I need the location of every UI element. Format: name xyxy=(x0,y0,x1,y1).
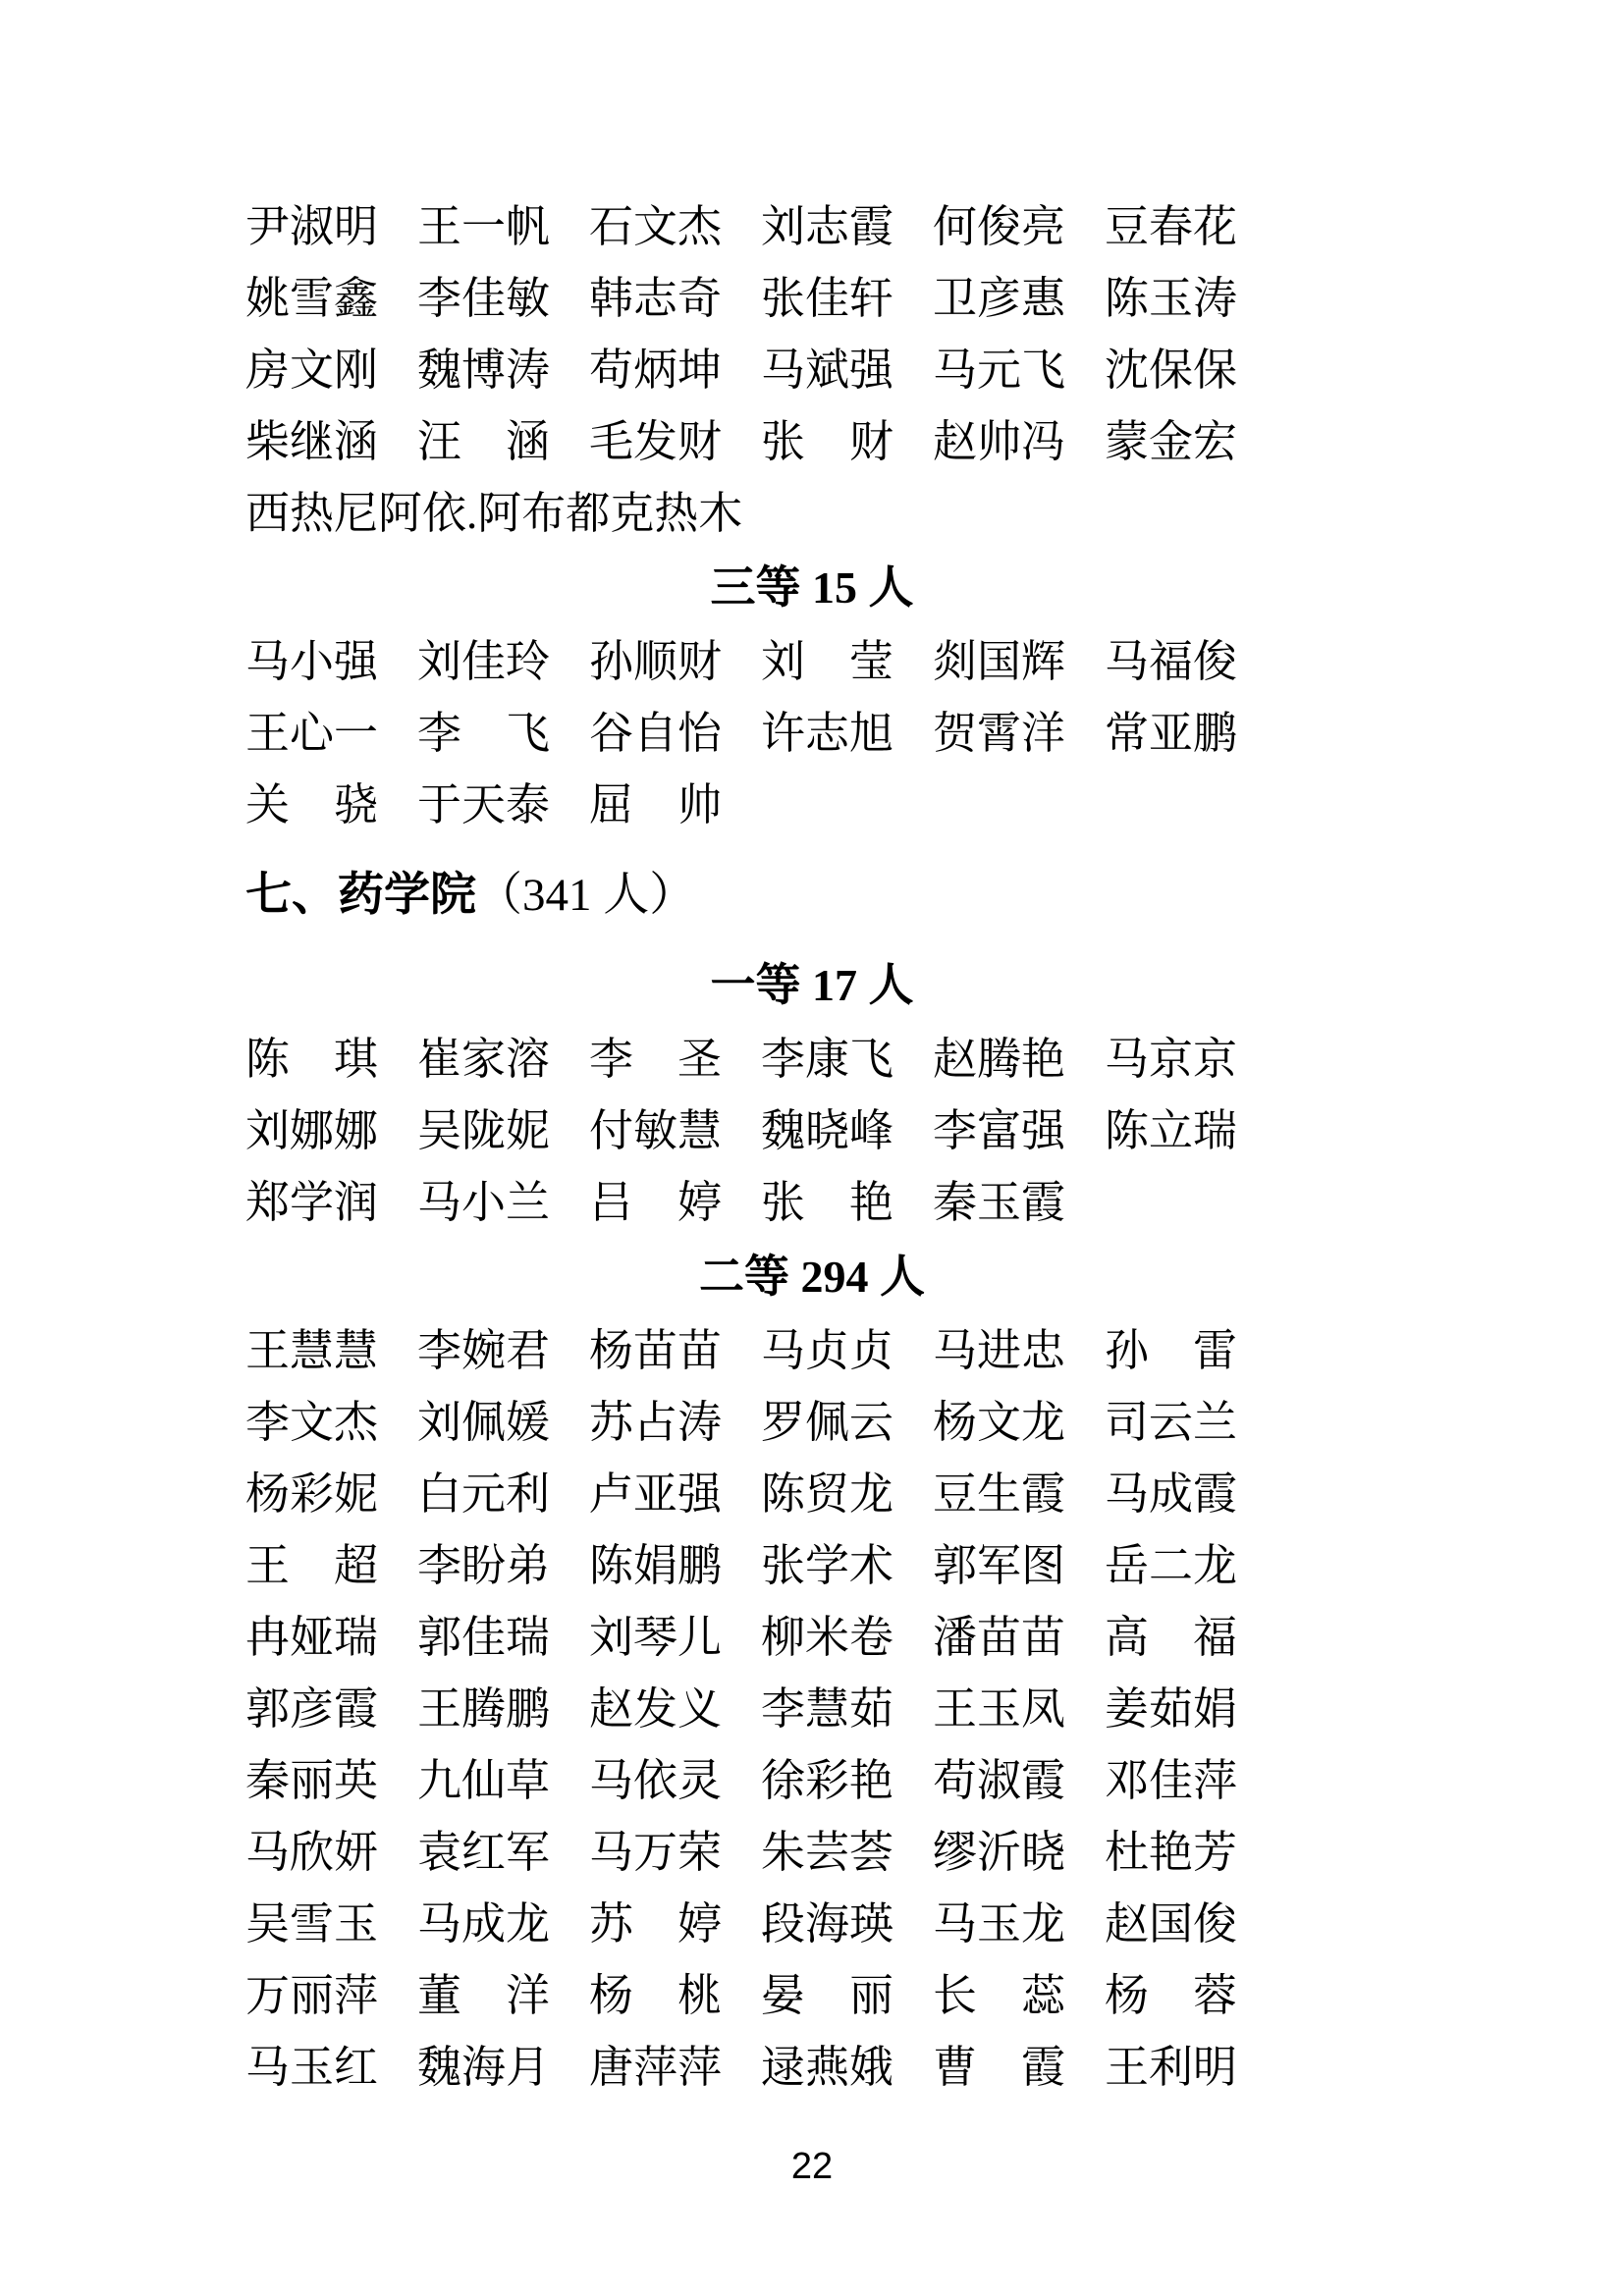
person-name: 姚雪鑫 xyxy=(245,274,379,323)
person-name: 于天泰 xyxy=(417,780,551,829)
person-name: 王心一 xyxy=(245,709,379,758)
person-name: 何俊亮 xyxy=(933,202,1066,251)
person-name: 孙 雷 xyxy=(1105,1326,1238,1375)
person-name: 西热尼阿依.阿布都克热木 xyxy=(245,489,743,538)
person-name: 付敏慧 xyxy=(589,1106,723,1155)
page-number: 22 xyxy=(790,2146,834,2187)
person-name: 秦丽英 xyxy=(245,1756,379,1805)
person-name: 李文杰 xyxy=(245,1398,379,1447)
person-name: 杨彩妮 xyxy=(245,1469,379,1519)
person-name: 崔家溶 xyxy=(417,1035,551,1084)
name-row xyxy=(245,698,1379,770)
person-name: 陈 琪 xyxy=(245,1035,379,1084)
person-name: 卢亚强 xyxy=(589,1469,723,1519)
person-name: 吴雪玉 xyxy=(245,1899,379,1949)
person-name: 吕 婷 xyxy=(589,1178,723,1227)
person-name: 冉娅瑞 xyxy=(245,1613,379,1662)
tier1-heading: 一等 17 人 xyxy=(710,960,914,1010)
person-name: 曹 霞 xyxy=(933,2043,1066,2092)
name-row xyxy=(245,626,1379,698)
person-name: 贺霄洋 xyxy=(933,709,1066,758)
person-name: 柳米卷 xyxy=(761,1613,894,1662)
person-name: 杨文龙 xyxy=(933,1398,1066,1447)
person-name: 赵发义 xyxy=(589,1684,723,1734)
person-name: 剡国辉 xyxy=(933,637,1066,686)
person-name: 高 福 xyxy=(1105,1613,1238,1662)
person-name: 陈立瑞 xyxy=(1105,1106,1238,1155)
person-name: 王一帆 xyxy=(417,202,551,251)
person-name: 杨 桃 xyxy=(589,1971,723,2020)
person-name: 魏晓峰 xyxy=(761,1106,894,1155)
person-name: 赵腾艳 xyxy=(933,1035,1066,1084)
person-name: 姜茹娟 xyxy=(1105,1684,1238,1734)
person-name: 王慧慧 xyxy=(245,1326,379,1375)
person-name: 缪沂晓 xyxy=(933,1828,1066,1877)
person-name: 马小强 xyxy=(245,637,379,686)
name-row xyxy=(245,2032,1379,2104)
person-name: 吴陇妮 xyxy=(417,1106,551,1155)
person-name: 苏 婷 xyxy=(589,1899,723,1949)
person-name: 岳二龙 xyxy=(1105,1541,1238,1590)
person-name: 李富强 xyxy=(933,1106,1066,1155)
person-name: 刘娜娜 xyxy=(245,1106,379,1155)
person-name: 郑学润 xyxy=(245,1178,379,1227)
person-name: 张佳轩 xyxy=(761,274,894,323)
name-row xyxy=(245,1315,1379,1387)
tier2-heading: 二等 294 人 xyxy=(699,1252,925,1302)
person-name: 刘琴儿 xyxy=(589,1613,723,1662)
person-name: 长 蕊 xyxy=(933,1971,1066,2020)
person-name: 刘 莹 xyxy=(761,637,894,686)
person-name: 罗佩云 xyxy=(761,1398,894,1447)
person-name: 晏 丽 xyxy=(761,1971,894,2020)
person-name: 沈保保 xyxy=(1105,346,1238,395)
section-count: （341 人） xyxy=(476,870,696,921)
name-row xyxy=(245,478,1379,550)
person-name: 王腾鹏 xyxy=(417,1684,551,1734)
person-name: 韩志奇 xyxy=(589,274,723,323)
person-name: 邓佳萍 xyxy=(1105,1756,1238,1805)
person-name: 杨 蓉 xyxy=(1105,1971,1238,2020)
person-name: 豆生霞 xyxy=(933,1469,1066,1519)
name-row xyxy=(245,1674,1379,1745)
person-name: 张 艳 xyxy=(761,1178,894,1227)
person-name: 袁红军 xyxy=(417,1828,551,1877)
person-name: 马依灵 xyxy=(589,1756,723,1805)
person-name: 李 飞 xyxy=(417,709,551,758)
tier3-heading: 三等 15 人 xyxy=(710,562,914,613)
person-name: 张学术 xyxy=(761,1541,894,1590)
name-row xyxy=(245,1167,1379,1239)
person-name: 苟淑霞 xyxy=(933,1756,1066,1805)
person-name: 逯燕娥 xyxy=(761,2043,894,2092)
person-name: 魏博涛 xyxy=(417,346,551,395)
person-name: 尹淑明 xyxy=(245,202,379,251)
name-row xyxy=(245,406,1379,478)
person-name: 李康飞 xyxy=(761,1035,894,1084)
person-name: 房文刚 xyxy=(245,346,379,395)
name-row xyxy=(245,770,1379,841)
person-name: 李佳敏 xyxy=(417,274,551,323)
name-row xyxy=(245,1024,1379,1095)
person-name: 唐萍萍 xyxy=(589,2043,723,2092)
person-name: 汪 涵 xyxy=(417,417,551,466)
person-name: 马元飞 xyxy=(933,346,1066,395)
person-name: 董 洋 xyxy=(417,1971,551,2020)
person-name: 徐彩艳 xyxy=(761,1756,894,1805)
person-name: 石文杰 xyxy=(589,202,723,251)
person-name: 王利明 xyxy=(1105,2043,1238,2092)
person-name: 马玉红 xyxy=(245,2043,379,2092)
name-row xyxy=(245,1602,1379,1674)
person-name: 孙顺财 xyxy=(589,637,723,686)
person-name: 马小兰 xyxy=(417,1178,551,1227)
person-name: 蒙金宏 xyxy=(1105,417,1238,466)
person-name: 郭军图 xyxy=(933,1541,1066,1590)
person-name: 李慧茹 xyxy=(761,1684,894,1734)
person-name: 马万荣 xyxy=(589,1828,723,1877)
person-name: 谷自怡 xyxy=(589,709,723,758)
person-name: 马欣妍 xyxy=(245,1828,379,1877)
person-name: 关 骁 xyxy=(245,780,379,829)
person-name: 马成霞 xyxy=(1105,1469,1238,1519)
name-row xyxy=(245,1817,1379,1889)
name-row xyxy=(245,1387,1379,1459)
person-name: 苏占涛 xyxy=(589,1398,723,1447)
section-title: 七、药学院 xyxy=(245,868,476,920)
person-name: 柴继涵 xyxy=(245,417,379,466)
person-name: 常亚鹏 xyxy=(1105,709,1238,758)
person-name: 朱芸荟 xyxy=(761,1828,894,1877)
person-name: 许志旭 xyxy=(761,709,894,758)
person-name: 王玉凤 xyxy=(933,1684,1066,1734)
person-name: 马贞贞 xyxy=(761,1326,894,1375)
name-row xyxy=(245,1889,1379,1960)
person-name: 陈娟鹏 xyxy=(589,1541,723,1590)
person-name: 刘佳玲 xyxy=(417,637,551,686)
person-name: 段海瑛 xyxy=(761,1899,894,1949)
person-name: 司云兰 xyxy=(1105,1398,1238,1447)
person-name: 马成龙 xyxy=(417,1899,551,1949)
person-name: 秦玉霞 xyxy=(933,1178,1066,1227)
person-name: 李 圣 xyxy=(589,1035,723,1084)
person-name: 赵国俊 xyxy=(1105,1899,1238,1949)
person-name: 李盼弟 xyxy=(417,1541,551,1590)
name-row xyxy=(245,191,1379,263)
person-name: 魏海月 xyxy=(417,2043,551,2092)
name-row xyxy=(245,1530,1379,1602)
person-name: 潘苗苗 xyxy=(933,1613,1066,1662)
name-row xyxy=(245,1745,1379,1817)
person-name: 马斌强 xyxy=(761,346,894,395)
person-name: 赵帅冯 xyxy=(933,417,1066,466)
name-row xyxy=(245,1960,1379,2032)
person-name: 王 超 xyxy=(245,1541,379,1590)
person-name: 郭彦霞 xyxy=(245,1684,379,1734)
person-name: 卫彦惠 xyxy=(933,274,1066,323)
name-row xyxy=(245,335,1379,406)
person-name: 马进忠 xyxy=(933,1326,1066,1375)
person-name: 刘志霞 xyxy=(761,202,894,251)
person-name: 马京京 xyxy=(1105,1035,1238,1084)
name-row xyxy=(245,263,1379,335)
person-name: 刘佩媛 xyxy=(417,1398,551,1447)
college-section-heading xyxy=(245,851,1379,937)
person-name: 马福俊 xyxy=(1105,637,1238,686)
person-name: 九仙草 xyxy=(417,1756,551,1805)
person-name: 马玉龙 xyxy=(933,1899,1066,1949)
person-name: 张 财 xyxy=(761,417,894,466)
person-name: 李婉君 xyxy=(417,1326,551,1375)
person-name: 杜艳芳 xyxy=(1105,1828,1238,1877)
person-name: 苟炳坤 xyxy=(589,346,723,395)
person-name: 白元利 xyxy=(417,1469,551,1519)
person-name: 毛发财 xyxy=(589,417,723,466)
person-name: 屈 帅 xyxy=(589,780,723,829)
name-row xyxy=(245,1459,1379,1530)
person-name: 陈玉涛 xyxy=(1105,274,1238,323)
person-name: 杨苗苗 xyxy=(589,1326,723,1375)
person-name: 陈贸龙 xyxy=(761,1469,894,1519)
name-row xyxy=(245,1095,1379,1167)
person-name: 豆春花 xyxy=(1105,202,1238,251)
person-name: 郭佳瑞 xyxy=(417,1613,551,1662)
person-name: 万丽萍 xyxy=(245,1971,379,2020)
